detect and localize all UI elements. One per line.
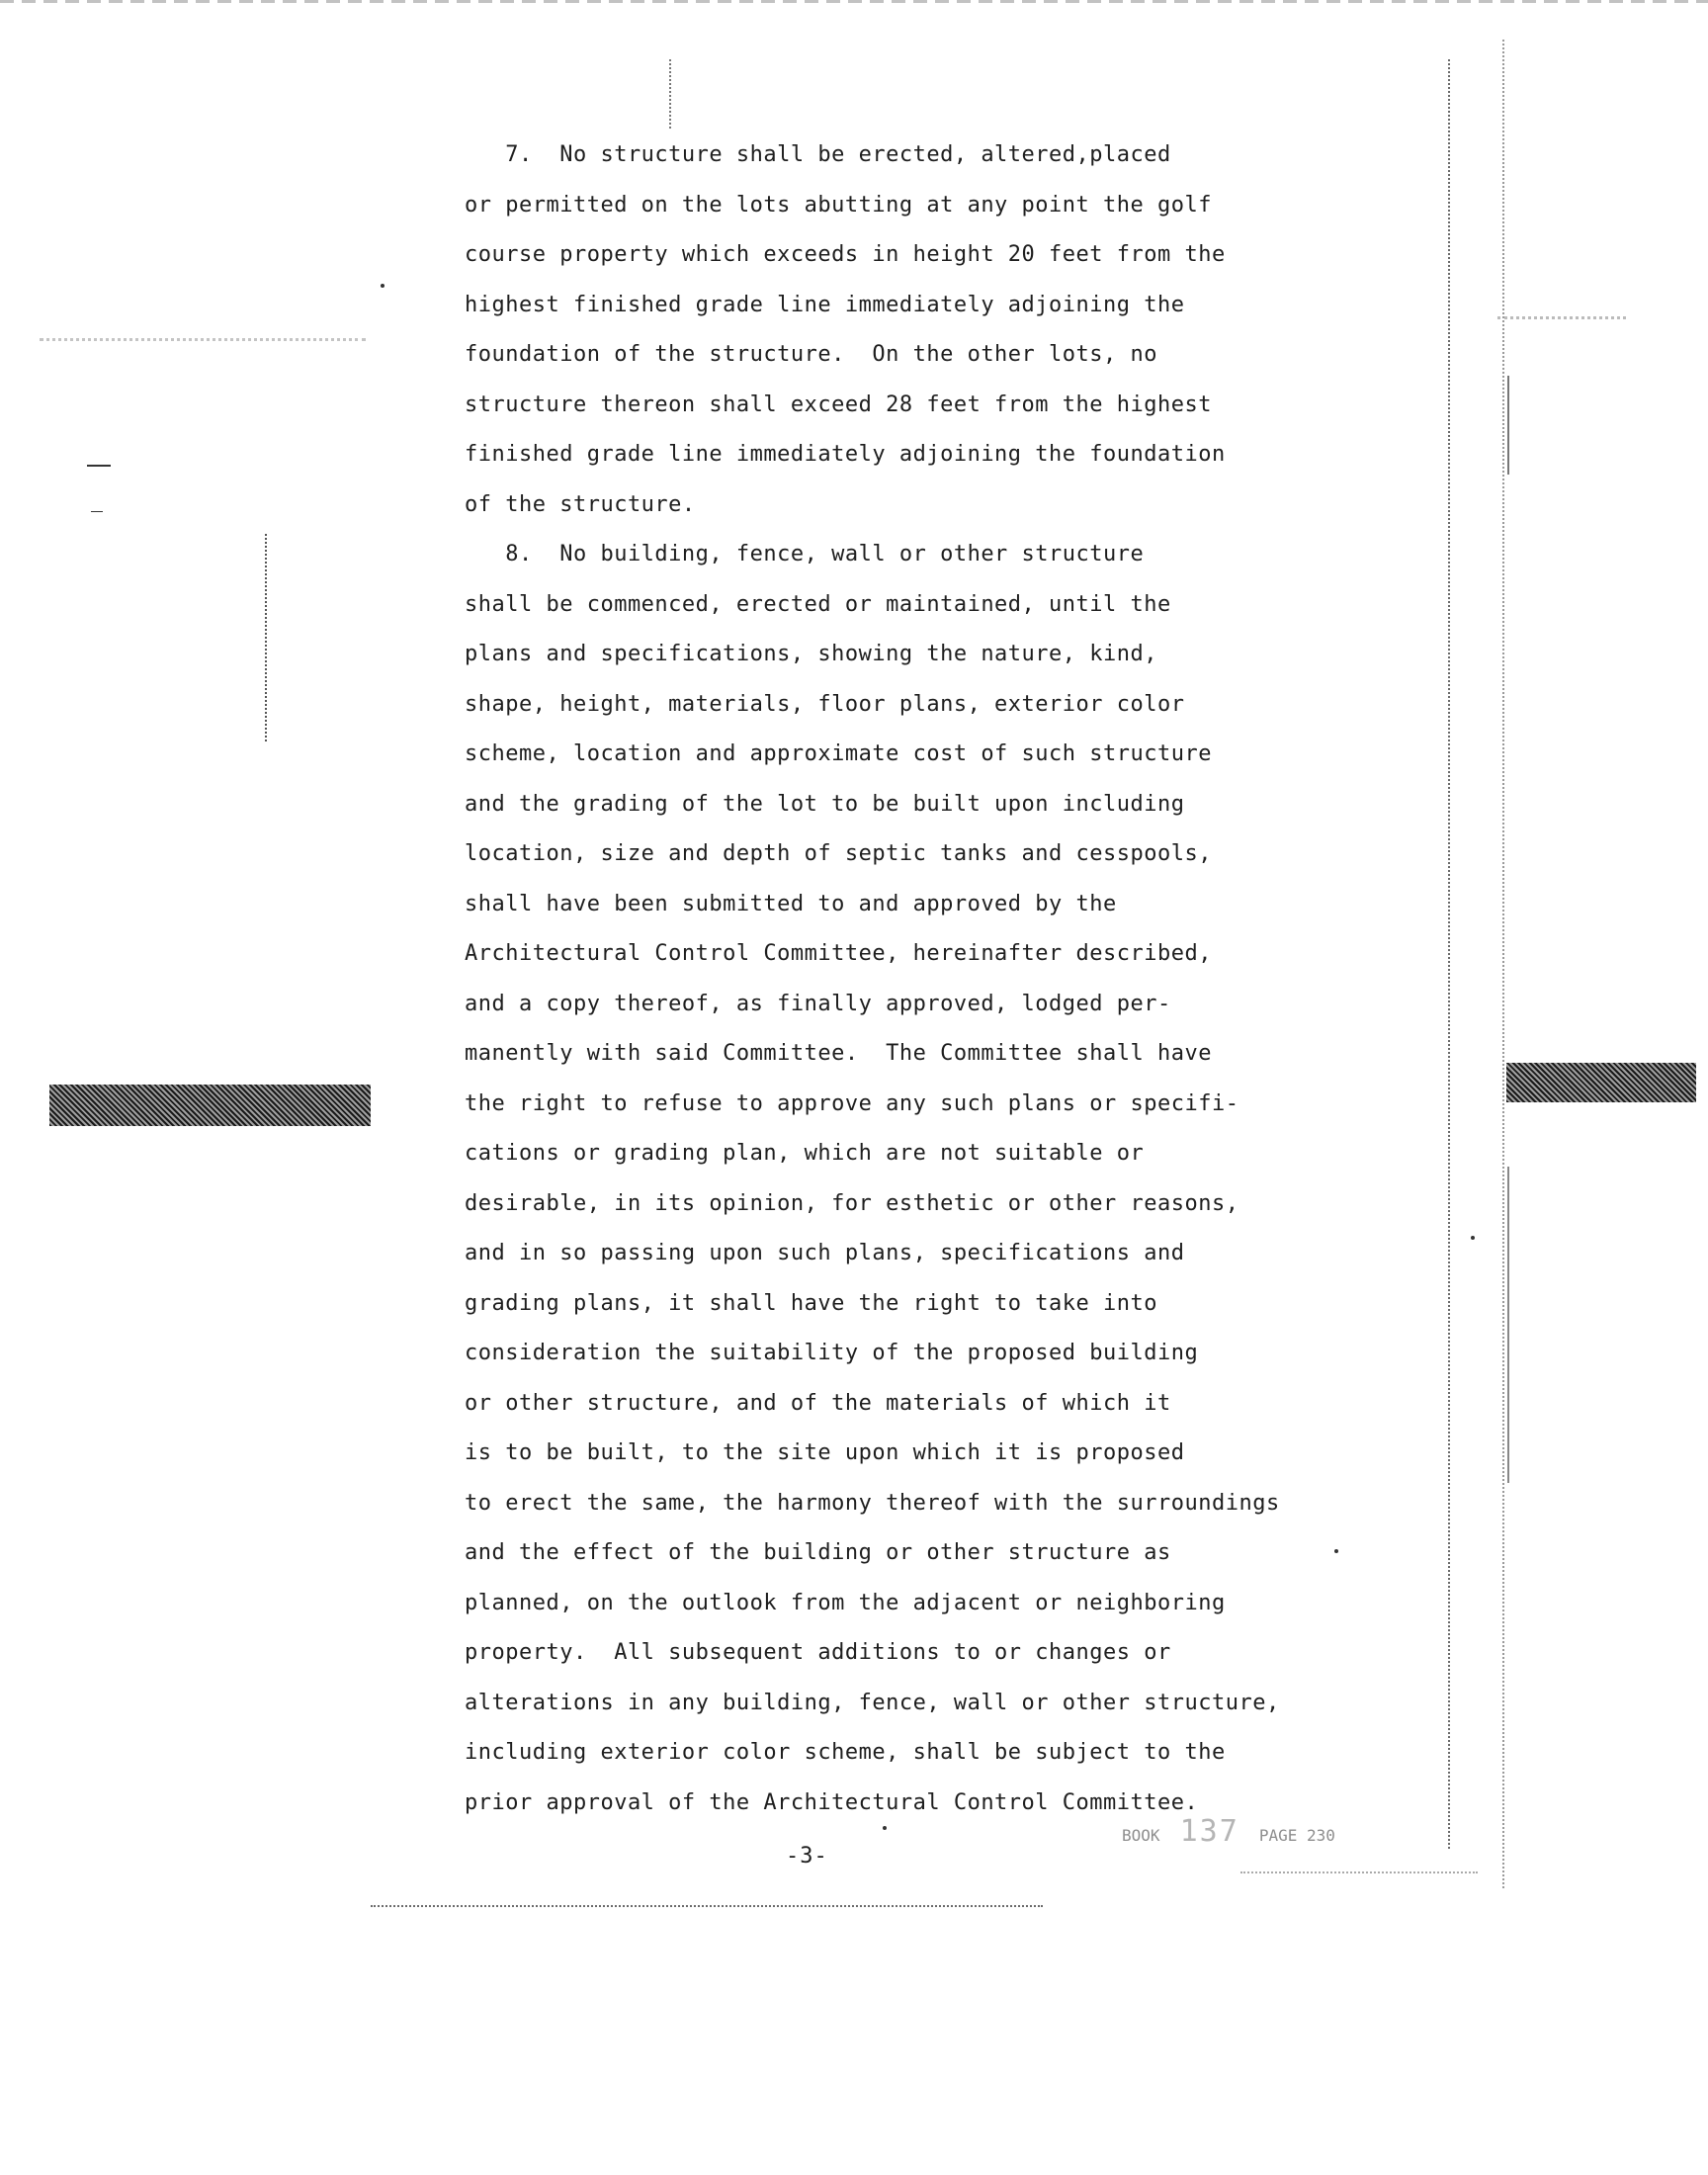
paragraph-7 (465, 130, 1394, 530)
text-line: 8. No building, fence, wall or other structure (465, 542, 1145, 566)
scan-line (1448, 59, 1450, 1849)
text-line: to erect the same, the harmony thereof with the surroundings (465, 1490, 1280, 1516)
text-line: property. All subsequent additions to or changes or (465, 1640, 1171, 1665)
text-line: location, size and depth of septic tanks and cesspools, (465, 841, 1212, 866)
stamp-prefix: BOOK (1122, 1826, 1160, 1845)
scan-line (669, 59, 671, 129)
text-line: and in so passing upon such plans, specifications and (465, 1241, 1185, 1265)
text-line: Architectural Control Committee, hereinafter described, (465, 941, 1212, 966)
text-line: consideration the suitability of the proposed building (465, 1341, 1199, 1365)
text-line: and a copy thereof, as finally approved, lodged per- (465, 991, 1171, 1016)
scan-line (265, 534, 267, 741)
text-line: planned, on the outlook from the adjacent or neighboring (465, 1590, 1226, 1615)
text-line: or permitted on the lots abutting at any point the golf (465, 192, 1212, 218)
text-line: the right to refuse to approve any such plans or specifi- (465, 1090, 1239, 1116)
scan-smudge-right (1506, 1063, 1696, 1102)
text-line: foundation of the structure. On the other lots, no (465, 342, 1158, 367)
text-line: finished grade line immediately adjoining the foundation (465, 442, 1226, 467)
scan-mark (381, 284, 384, 288)
text-line: is to be built, to the site upon which it is proposed (465, 1440, 1185, 1465)
text-line: structure thereon shall exceed 28 feet from the highest (465, 392, 1212, 417)
stamp-number: 137 (1179, 1814, 1239, 1849)
stamp-suffix: PAGE 230 (1258, 1826, 1335, 1845)
scan-line (40, 338, 366, 341)
scan-mark (91, 511, 103, 512)
text-line: shall be commenced, erected or maintained, until the (465, 591, 1171, 617)
scan-line (1497, 316, 1626, 319)
text-line: alterations in any building, fence, wall or other structure, (465, 1690, 1280, 1715)
text-line: plans and specifications, showing the nature, kind, (465, 642, 1158, 666)
scan-line (371, 1905, 1043, 1907)
text-line: course property which exceeds in height 20 feet from the (465, 242, 1226, 267)
book-page-stamp (1122, 1814, 1335, 1849)
scan-mark (1471, 1236, 1475, 1240)
scan-smudge-left (49, 1085, 371, 1126)
text-line: manently with said Committee. The Committee shall have (465, 1041, 1212, 1066)
text-line: 7. No structure shall be erected, altered,placed (465, 142, 1171, 167)
scan-line (1507, 1167, 1509, 1483)
text-line: desirable, in its opinion, for esthetic or other reasons, (465, 1190, 1239, 1216)
text-line: prior approval of the Architectural Control Committee. (465, 1789, 1199, 1815)
text-line: shape, height, materials, floor plans, exterior color (465, 691, 1185, 717)
text-line: or other structure, and of the materials of which it (465, 1390, 1171, 1416)
scan-top-edge (0, 0, 1708, 3)
text-line: highest finished grade line immediately adjoining the (465, 292, 1185, 317)
page-number: -3- (786, 1844, 828, 1869)
text-line: of the structure. (465, 491, 696, 517)
scan-line (1240, 1871, 1478, 1873)
text-line: and the effect of the building or other structure as (465, 1540, 1171, 1565)
document-body (465, 130, 1394, 1828)
scan-line (1507, 376, 1509, 475)
text-line: shall have been submitted to and approved by the (465, 891, 1117, 916)
text-line: grading plans, it shall have the right to take into (465, 1290, 1158, 1316)
text-line: and the grading of the lot to be built upon including (465, 791, 1185, 817)
text-line: including exterior color scheme, shall be subject to the (465, 1740, 1226, 1765)
text-line: scheme, location and approximate cost of such structure (465, 741, 1212, 766)
text-line: cations or grading plan, which are not suitable or (465, 1141, 1145, 1166)
paragraph-8 (465, 530, 1394, 1828)
scan-mark (87, 465, 111, 467)
